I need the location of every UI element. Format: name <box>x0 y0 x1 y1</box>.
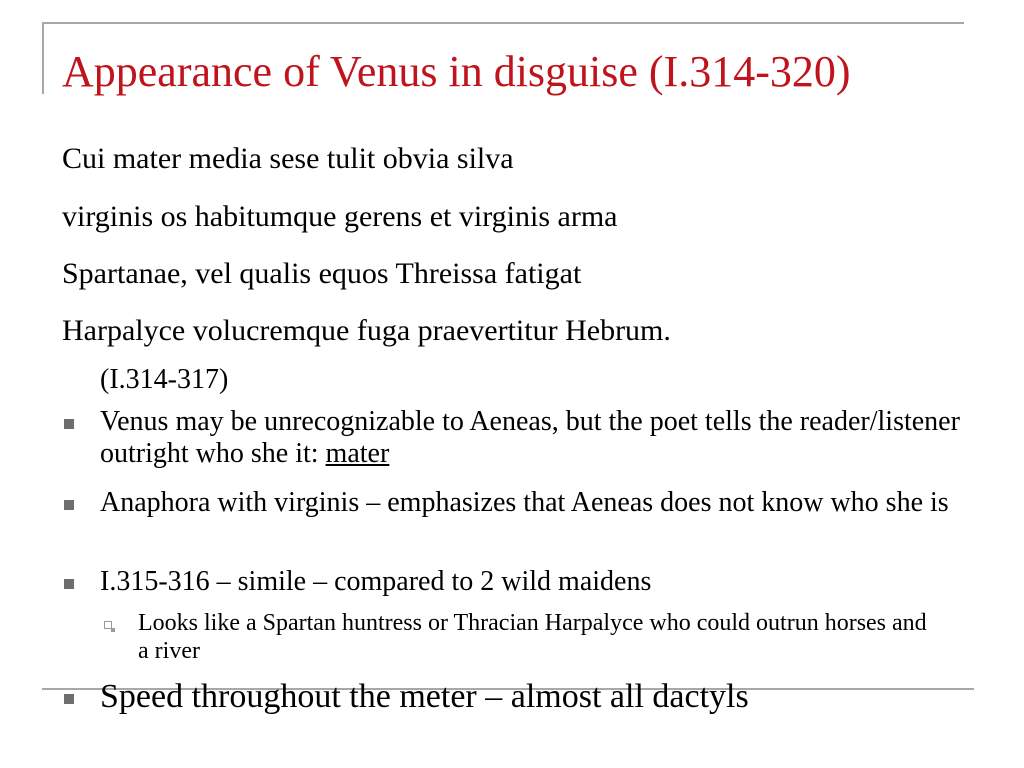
bullet-item-simile: I.315-316 – simile – compared to 2 wild maidens <box>100 566 652 597</box>
bullet-marker <box>64 500 74 510</box>
bullet-item-mater <box>100 406 960 470</box>
slide-title: Appearance of Venus in disguise (I.314-320) <box>62 47 851 96</box>
verse-line-2: virginis os habitumque gerens et virginis arma <box>62 200 618 233</box>
bullet-item-anaphora: Anaphora with virginis – emphasizes that Aeneas does not know who she is <box>100 487 949 518</box>
bullet-marker <box>64 419 74 429</box>
bullet-marker <box>64 579 74 589</box>
bullet-marker <box>64 694 74 704</box>
verse-line-3: Spartanae, vel qualis equos Threissa fatigat <box>62 257 582 290</box>
sub-bullet-marker <box>104 621 112 629</box>
frame-top-line <box>42 22 964 24</box>
bullet-item-meter: Speed throughout the meter – almost all dactyls <box>100 678 749 715</box>
frame-left-line <box>42 22 44 94</box>
verse-line-1: Cui mater media sese tulit obvia silva <box>62 142 514 175</box>
verse-reference: (I.314-317) <box>100 364 229 395</box>
bullet-text: Venus may be unrecognizable to Aeneas, but the poet tells the reader/listener outright who she it: <box>100 406 960 469</box>
sub-bullet-item: Looks like a Spartan huntress or Thracian Harpalyce who could outrun horses and a river <box>138 610 927 664</box>
verse-line-4: Harpalyce volucremque fuga praevertitur Hebrum. <box>62 314 671 347</box>
underlined-word: mater <box>325 438 390 469</box>
